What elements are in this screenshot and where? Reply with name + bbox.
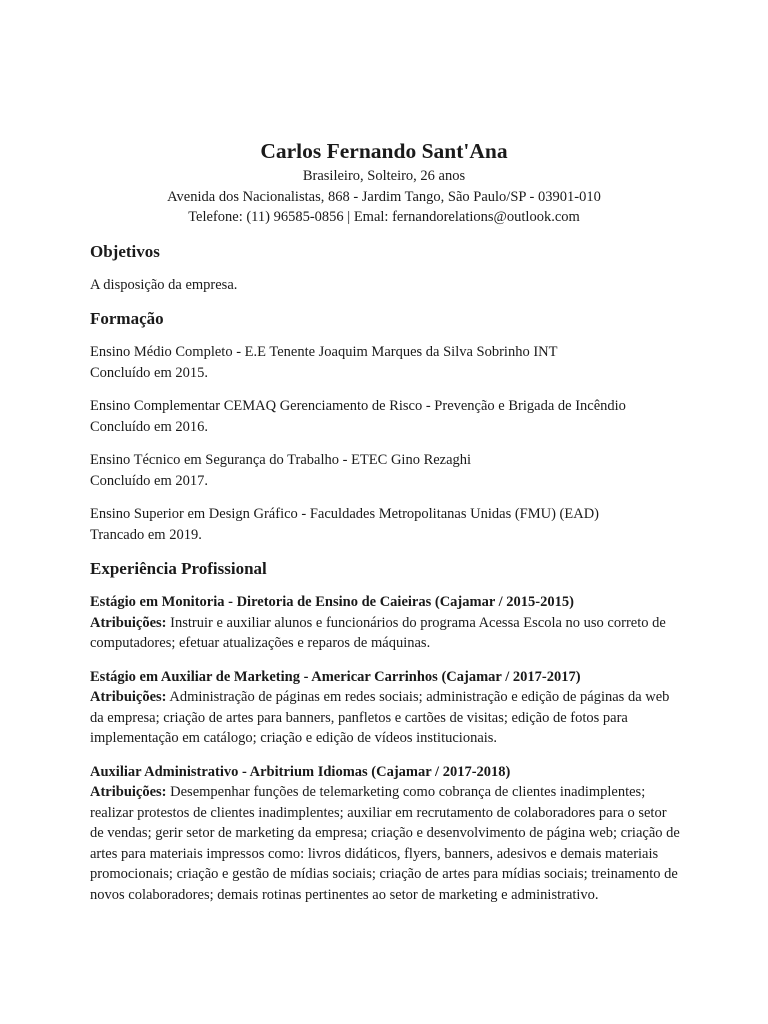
personal-info: Brasileiro, Solteiro, 26 anos [302,168,466,184]
education-status: Concluído em 2016. [90,418,209,435]
attributions-label: Atribuições: [90,689,167,705]
job-description-text: Administração de páginas em redes sociais; administração e edição de páginas da web da empresa; criação de artes para banners, panfletos e cartões de visitas; edição de fotos para implementação em catálogo; criação e edição de vídeos institucionais. [90,689,670,746]
address: Avenida dos Nacionalistas, 868 - Jardim Tango, São Paulo/SP - 03901-010 [167,188,601,205]
objective-text: A disposição da empresa. [90,276,238,293]
education-item [90,396,680,437]
attributions-label: Atribuições: [90,614,167,631]
resume-header [90,138,678,228]
education-status: Concluído em 2015. [90,364,209,381]
attributions-label: Atribuições: [90,784,167,800]
education-item [90,450,680,491]
job-description [90,782,680,905]
section-title-experiencia: Experiência Profissional [90,559,267,578]
job-entry [90,667,680,749]
job-description-text: Desempenhar funções de telemarketing como cobrança de clientes inadimplentes; realizar protestos de clientes inadimplentes; auxiliar em recrutamento de colaboradores para o setor de vendas; gerir setor de marketing da empresa; criação e desenvolvimento de página web; criação de artes para materiais impressos como: livros didáticos, flyers, banners, adesivos e demais materiais promocionais; criação e gestão de mídias sociais; criação de artes para mídias sociais; treinamento de novos colaboradores; demais rotinas pertinentes ao setor de marketing e administrativo. [90,784,680,903]
section-title-objetivos: Objetivos [90,241,160,261]
education-item [90,504,680,545]
education-course: Ensino Técnico em Segurança do Trabalho - ETEC Gino Rezaghi [90,452,472,468]
job-entry [90,762,680,906]
job-title: Estágio em Auxiliar de Marketing - Americar Carrinhos (Cajamar / 2017-2017) [90,668,581,685]
candidate-name: Carlos Fernando Sant'Ana [260,139,508,163]
education-item [90,342,680,383]
job-description [90,613,680,654]
job-title: Auxiliar Administrativo - Arbitrium Idiomas (Cajamar / 2017-2018) [90,763,511,780]
education-course: Ensino Complementar CEMAQ Gerenciamento de Risco - Prevenção e Brigada de Incêndio [90,398,626,414]
education-status: Trancado em 2019. [90,526,202,543]
contact-info: Telefone: (11) 96585-0856 | Emal: fernandorelations@outlook.com [188,209,580,225]
job-description-text: Instruir e auxiliar alunos e funcionários do programa Acessa Escola no uso correto de computadores; efetuar atualizações e reparos de máquinas. [90,614,666,651]
job-description [90,687,680,749]
resume-page [90,138,680,918]
education-course: Ensino Médio Completo - E.E Tenente Joaquim Marques da Silva Sobrinho INT [90,344,558,360]
job-entry [90,592,680,654]
section-title-formacao: Formação [90,309,164,328]
education-status: Concluído em 2017. [90,472,209,489]
education-course: Ensino Superior em Design Gráfico - Faculdades Metropolitanas Unidas (FMU) (EAD) [90,506,600,522]
job-title: Estágio em Monitoria - Diretoria de Ensino de Caieiras (Cajamar / 2015-2015) [90,594,574,610]
